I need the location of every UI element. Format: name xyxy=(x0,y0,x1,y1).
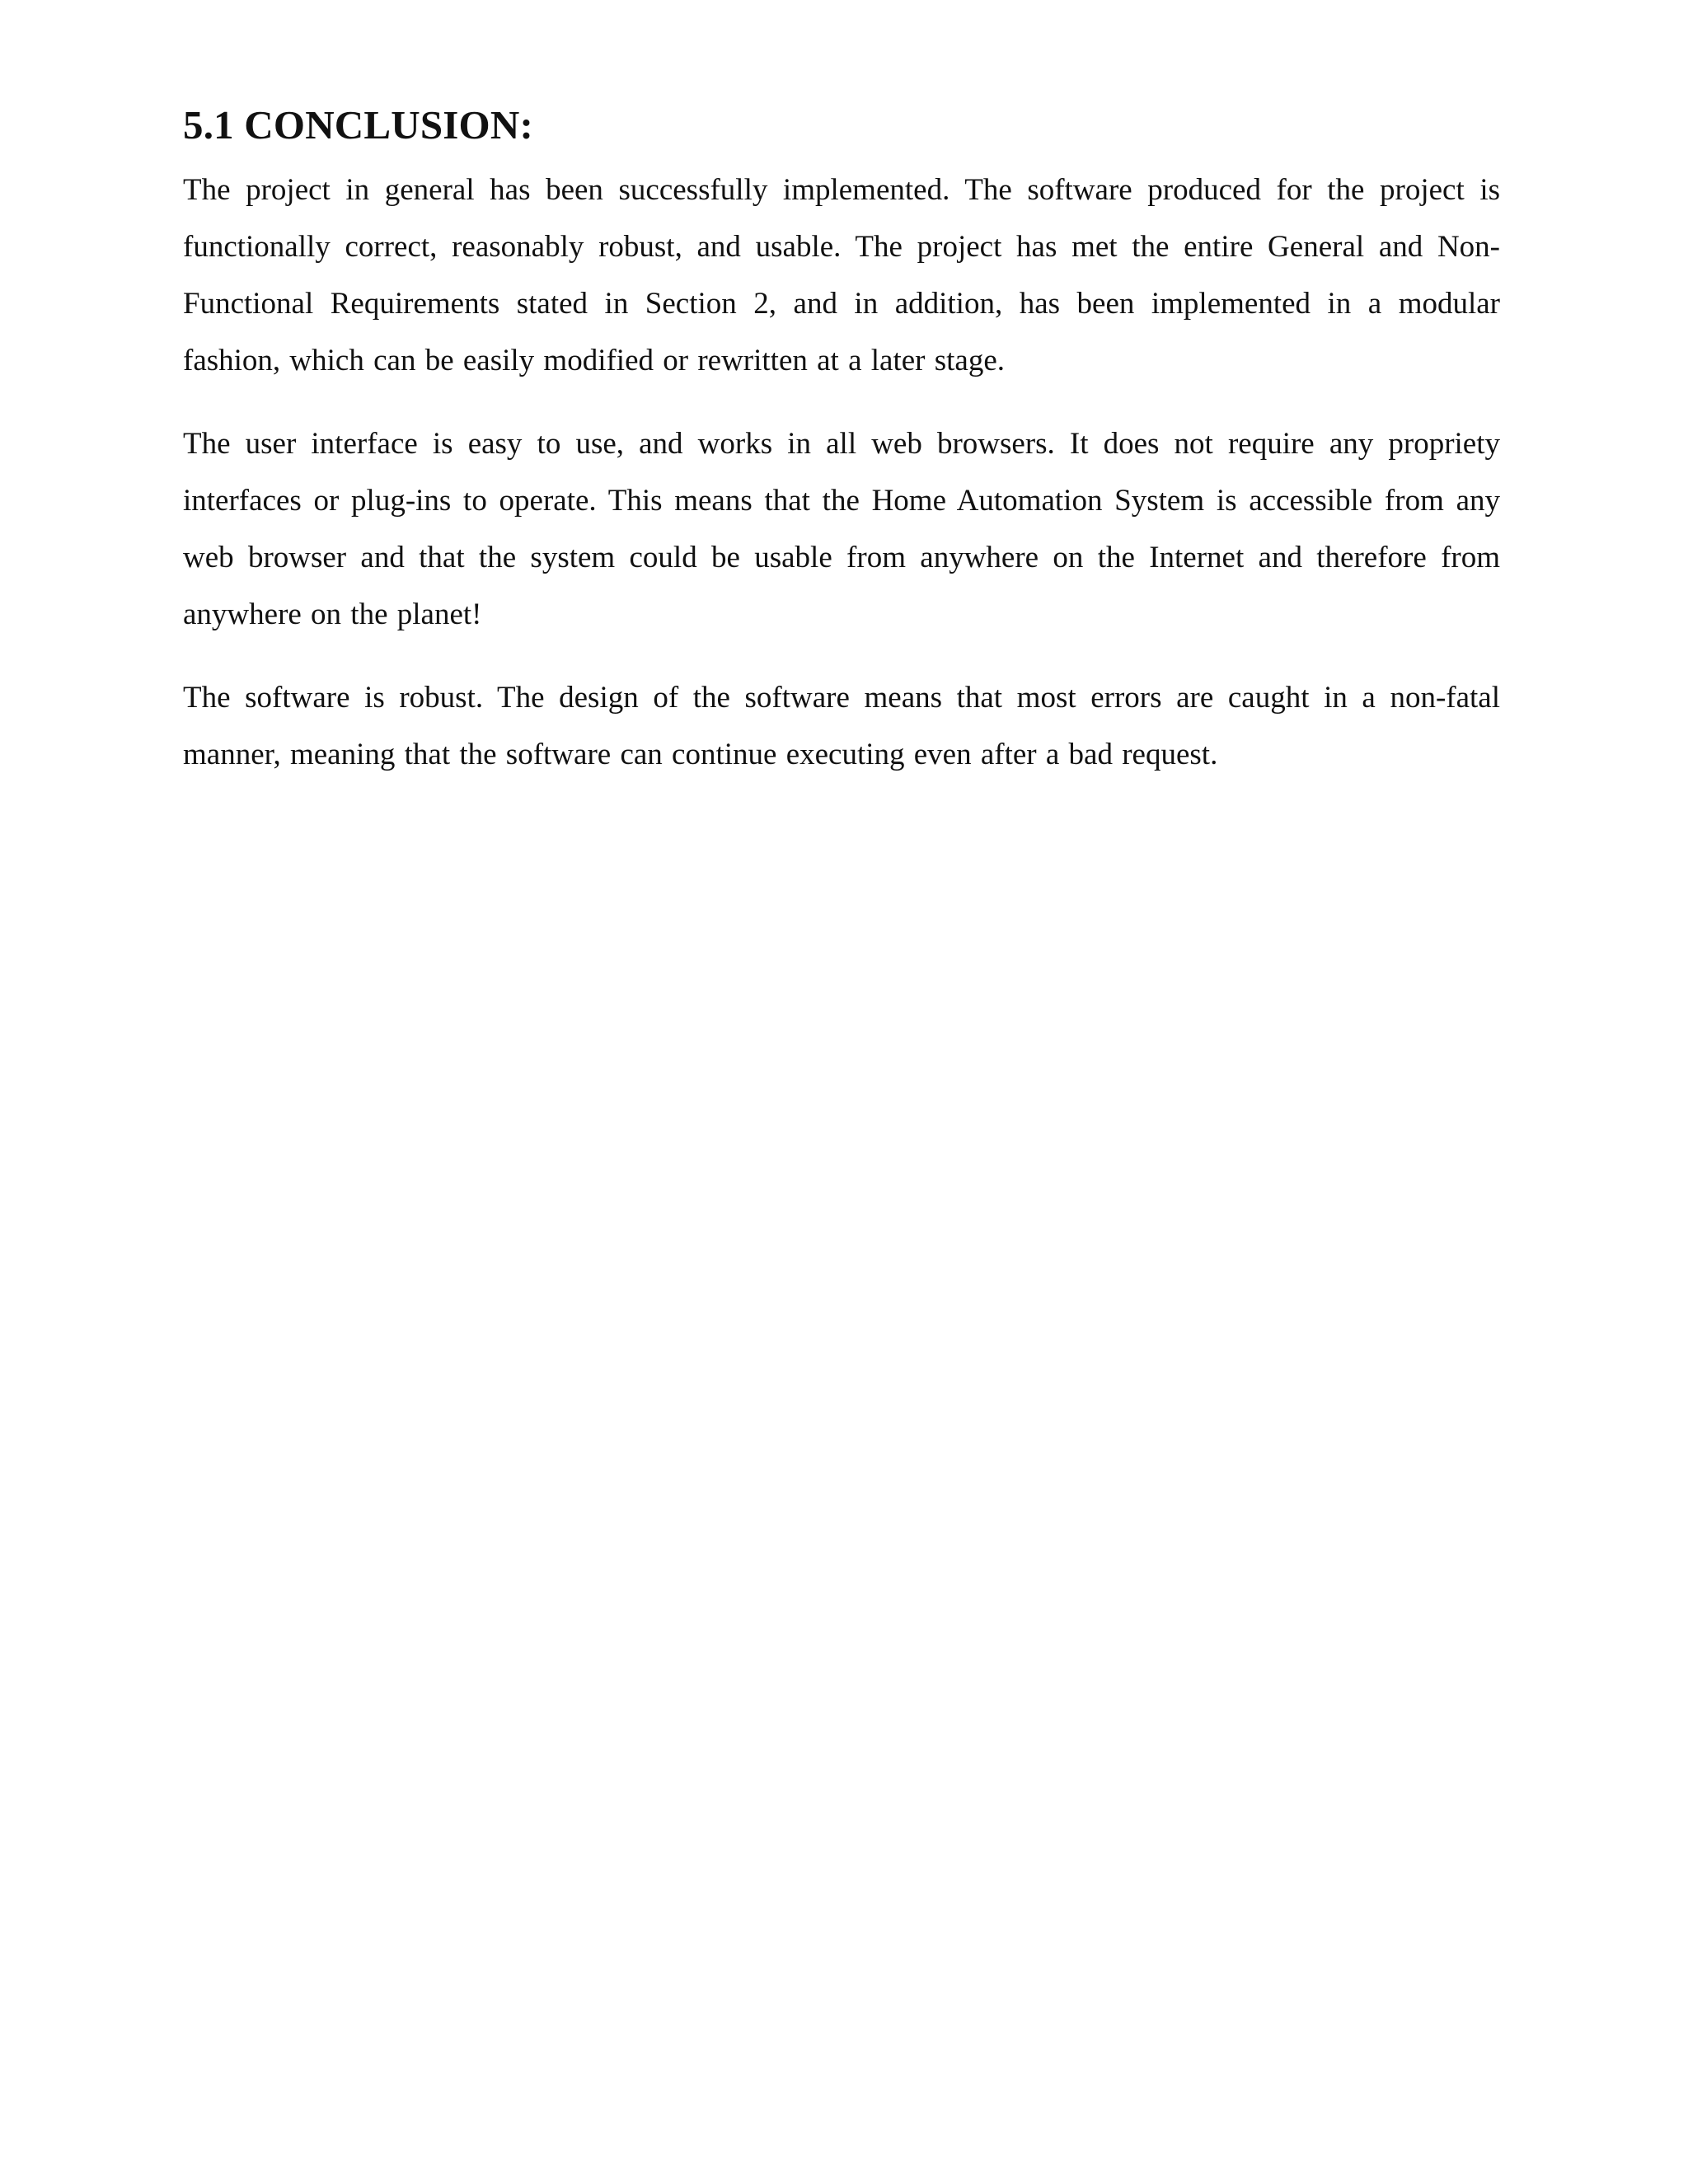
document-content xyxy=(183,101,1500,809)
paragraph-implementation-summary: The project in general has been successfully implemented. The software produced for the project is functionally correct, reasonably robust, and usable. The project has met the entire General and Non-Functional Requirements stated in Section 2, and in addition, has been implemented in a modular fashion, which can be easily modified or rewritten at a later stage. xyxy=(183,173,1500,377)
paragraph-user-interface: The user interface is easy to use, and works in all web browsers. It does not require any propriety interfaces or plug-ins to operate. This means that the Home Automation System is accessible from any web browser and that the system could be usable from anywhere on the Internet and therefore from anywhere on the planet! xyxy=(183,427,1500,631)
section-heading: 5.1 CONCLUSION: xyxy=(183,102,533,148)
paragraph-software-robustness: The software is robust. The design of the software means that most errors are caught in a non-fatal manner, meaning that the software can continue executing even after a bad request. xyxy=(183,681,1500,771)
